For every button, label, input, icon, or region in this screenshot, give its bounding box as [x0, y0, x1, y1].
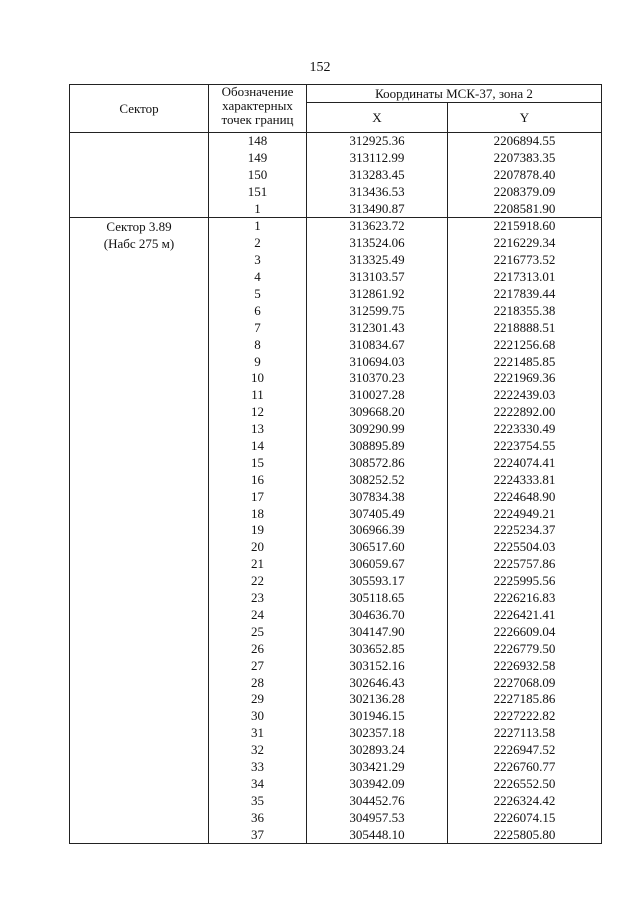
group2-sector-cell: [70, 218, 209, 844]
row-point: 16: [251, 471, 264, 487]
row-point: 32: [251, 742, 264, 758]
row-point: 25: [251, 623, 264, 639]
row-point: 18: [251, 505, 264, 521]
header-point-line3: точек границ: [221, 112, 294, 127]
row-point: 29: [251, 691, 264, 707]
row-point: 9: [254, 353, 261, 369]
row-point: 6: [254, 302, 261, 318]
row-x-value: 304147.90: [349, 623, 405, 639]
row-point: 7: [254, 319, 261, 335]
group1-sector-line1: [70, 133, 208, 150]
group2-points: [209, 218, 307, 844]
row-point: 37: [251, 826, 264, 842]
row-point: 30: [251, 708, 264, 724]
row-x-value: 313325.49: [349, 252, 405, 268]
row-point: 27: [251, 657, 264, 673]
row-y-value: 2224333.81: [493, 471, 556, 487]
row-x-value: 310370.23: [349, 370, 405, 386]
row-x-value: 305118.65: [349, 590, 405, 606]
row-y-value: 2217313.01: [493, 269, 556, 285]
header-point-designation: [209, 85, 307, 133]
row-x-value: 312861.92: [349, 286, 405, 302]
row-y-value: 2227185.86: [493, 691, 556, 707]
group2-sector-line1: Сектор 3.89: [106, 219, 172, 235]
row-y-value: 2226760.77: [493, 758, 556, 774]
row-y-value: 2216229.34: [493, 235, 556, 251]
row-point: 2: [254, 235, 261, 251]
row-y-value: 2225805.80: [493, 826, 556, 842]
row-point: 149: [247, 149, 268, 165]
row-x-value: 308895.89: [349, 438, 405, 454]
row-y-value: 2226421.41: [493, 606, 556, 622]
table-group: [70, 218, 602, 844]
group2-y-values: [448, 218, 602, 844]
row-x-value: 303652.85: [349, 640, 405, 656]
row-x-value: 313112.99: [349, 149, 405, 165]
row-y-value: 2223330.49: [493, 421, 556, 437]
row-y-value: 2226552.50: [493, 775, 556, 791]
row-y-value: 2225504.03: [493, 539, 556, 555]
row-x-value: 302893.24: [349, 742, 405, 758]
row-x-value: 312925.36: [349, 133, 405, 148]
row-y-value: 2207878.40: [493, 166, 556, 182]
group2-x-values: [307, 218, 448, 844]
row-x-value: 304636.70: [349, 606, 405, 622]
row-point: 33: [251, 758, 264, 774]
group2-sector-line2: (Набс 275 м): [103, 236, 175, 252]
row-point: 1: [254, 200, 261, 216]
row-y-value: 2218355.38: [493, 302, 556, 318]
group1-points: [209, 133, 307, 218]
row-point: 35: [251, 792, 264, 808]
row-point: 23: [251, 590, 264, 606]
row-y-value: 2217839.44: [493, 286, 556, 302]
row-x-value: 308572.86: [349, 454, 405, 470]
header-sector: Сектор: [70, 85, 209, 133]
row-y-value: 2227222.82: [493, 708, 556, 724]
row-y-value: 2215918.60: [493, 218, 556, 234]
row-point: 36: [251, 809, 264, 825]
row-point: 17: [251, 488, 264, 504]
header-point-line2: характерных: [222, 98, 293, 113]
row-x-value: 305593.17: [349, 573, 405, 589]
row-y-value: 2218888.51: [493, 319, 556, 335]
header-x: X: [307, 103, 448, 133]
header-point-line1: Обозначение: [221, 84, 294, 99]
row-x-value: 304957.53: [349, 809, 405, 825]
row-y-value: 2225234.37: [493, 522, 556, 538]
row-y-value: 2216773.52: [493, 252, 556, 268]
row-point: 10: [251, 370, 264, 386]
row-x-value: 309668.20: [349, 404, 405, 420]
row-point: 11: [251, 387, 264, 403]
row-point: 150: [247, 166, 268, 182]
row-point: 24: [251, 606, 264, 622]
row-x-value: 305448.10: [349, 826, 405, 842]
row-x-value: 303152.16: [349, 657, 405, 673]
row-x-value: 303421.29: [349, 758, 405, 774]
row-x-value: 308252.52: [349, 471, 405, 487]
row-y-value: 2224648.90: [493, 488, 556, 504]
row-point: 148: [247, 133, 268, 148]
row-y-value: 2222892.00: [493, 404, 556, 420]
row-x-value: 310834.67: [349, 336, 405, 352]
row-x-value: 306966.39: [349, 522, 405, 538]
row-y-value: 2227068.09: [493, 674, 556, 690]
row-x-value: 307834.38: [349, 488, 405, 504]
row-x-value: 313490.87: [349, 200, 405, 216]
row-y-value: 2224949.21: [493, 505, 556, 521]
row-x-value: 306059.67: [349, 556, 405, 572]
row-y-value: 2208581.90: [493, 200, 556, 216]
row-x-value: 313436.53: [349, 183, 405, 199]
row-y-value: 2225995.56: [493, 573, 556, 589]
row-y-value: 2208379.09: [493, 183, 556, 199]
row-y-value: 2222439.03: [493, 387, 556, 403]
row-point: 20: [251, 539, 264, 555]
row-x-value: 310027.28: [349, 387, 405, 403]
row-y-value: 2226216.83: [493, 590, 556, 606]
row-x-value: 312599.75: [349, 302, 405, 318]
row-x-value: 306517.60: [349, 539, 405, 555]
row-point: 8: [254, 336, 261, 352]
page-number: 152: [309, 60, 331, 75]
row-x-value: 302357.18: [349, 725, 405, 741]
row-y-value: 2226324.42: [493, 792, 556, 808]
row-point: 21: [251, 556, 264, 572]
row-y-value: 2207383.35: [493, 149, 556, 165]
row-y-value: 2206894.55: [493, 133, 556, 148]
row-x-value: 310694.03: [349, 353, 405, 369]
row-y-value: 2224074.41: [493, 454, 556, 470]
row-x-value: 313283.45: [349, 166, 405, 182]
group1-sector-cell: [70, 133, 209, 218]
row-y-value: 2227113.58: [493, 725, 556, 741]
row-point: 22: [251, 573, 264, 589]
row-point: 5: [254, 286, 261, 302]
row-x-value: 303942.09: [349, 775, 405, 791]
row-y-value: 2223754.55: [493, 438, 556, 454]
row-x-value: 313623.72: [349, 218, 405, 234]
coordinates-table: [69, 84, 602, 844]
row-x-value: 307405.49: [349, 505, 405, 521]
row-point: 3: [254, 252, 261, 268]
row-x-value: 304452.76: [349, 792, 405, 808]
row-y-value: 2226947.52: [493, 742, 556, 758]
row-point: 19: [251, 522, 264, 538]
row-y-value: 2225757.86: [493, 556, 556, 572]
row-point: 1: [254, 218, 261, 234]
row-x-value: 312301.43: [349, 319, 405, 335]
row-y-value: 2226779.50: [493, 640, 556, 656]
row-x-value: 302646.43: [349, 674, 405, 690]
row-x-value: 301946.15: [349, 708, 405, 724]
row-point: 12: [251, 404, 264, 420]
row-y-value: 2221485.85: [493, 353, 556, 369]
row-y-value: 2226932.58: [493, 657, 556, 673]
group1-x-values: [307, 133, 448, 218]
row-x-value: 313524.06: [349, 235, 405, 251]
row-x-value: 313103.57: [349, 269, 405, 285]
row-point: 15: [251, 454, 264, 470]
header-coordinates: Координаты МСК-37, зона 2: [307, 85, 602, 103]
row-point: 28: [251, 674, 264, 690]
table-group: [70, 133, 602, 218]
row-point: 31: [251, 725, 264, 741]
row-point: 26: [251, 640, 264, 656]
row-point: 151: [247, 183, 268, 199]
row-x-value: 302136.28: [349, 691, 405, 707]
row-y-value: 2221969.36: [493, 370, 556, 386]
group1-y-values: [448, 133, 602, 218]
group1-sector-line2: [70, 150, 208, 167]
row-point: 13: [251, 421, 264, 437]
row-y-value: 2226074.15: [493, 809, 556, 825]
row-point: 14: [251, 438, 264, 454]
row-y-value: 2221256.68: [493, 336, 556, 352]
row-x-value: 309290.99: [349, 421, 405, 437]
row-point: 34: [251, 775, 264, 791]
header-y: Y: [448, 103, 602, 133]
row-point: 4: [254, 269, 261, 285]
row-y-value: 2226609.04: [493, 623, 556, 639]
